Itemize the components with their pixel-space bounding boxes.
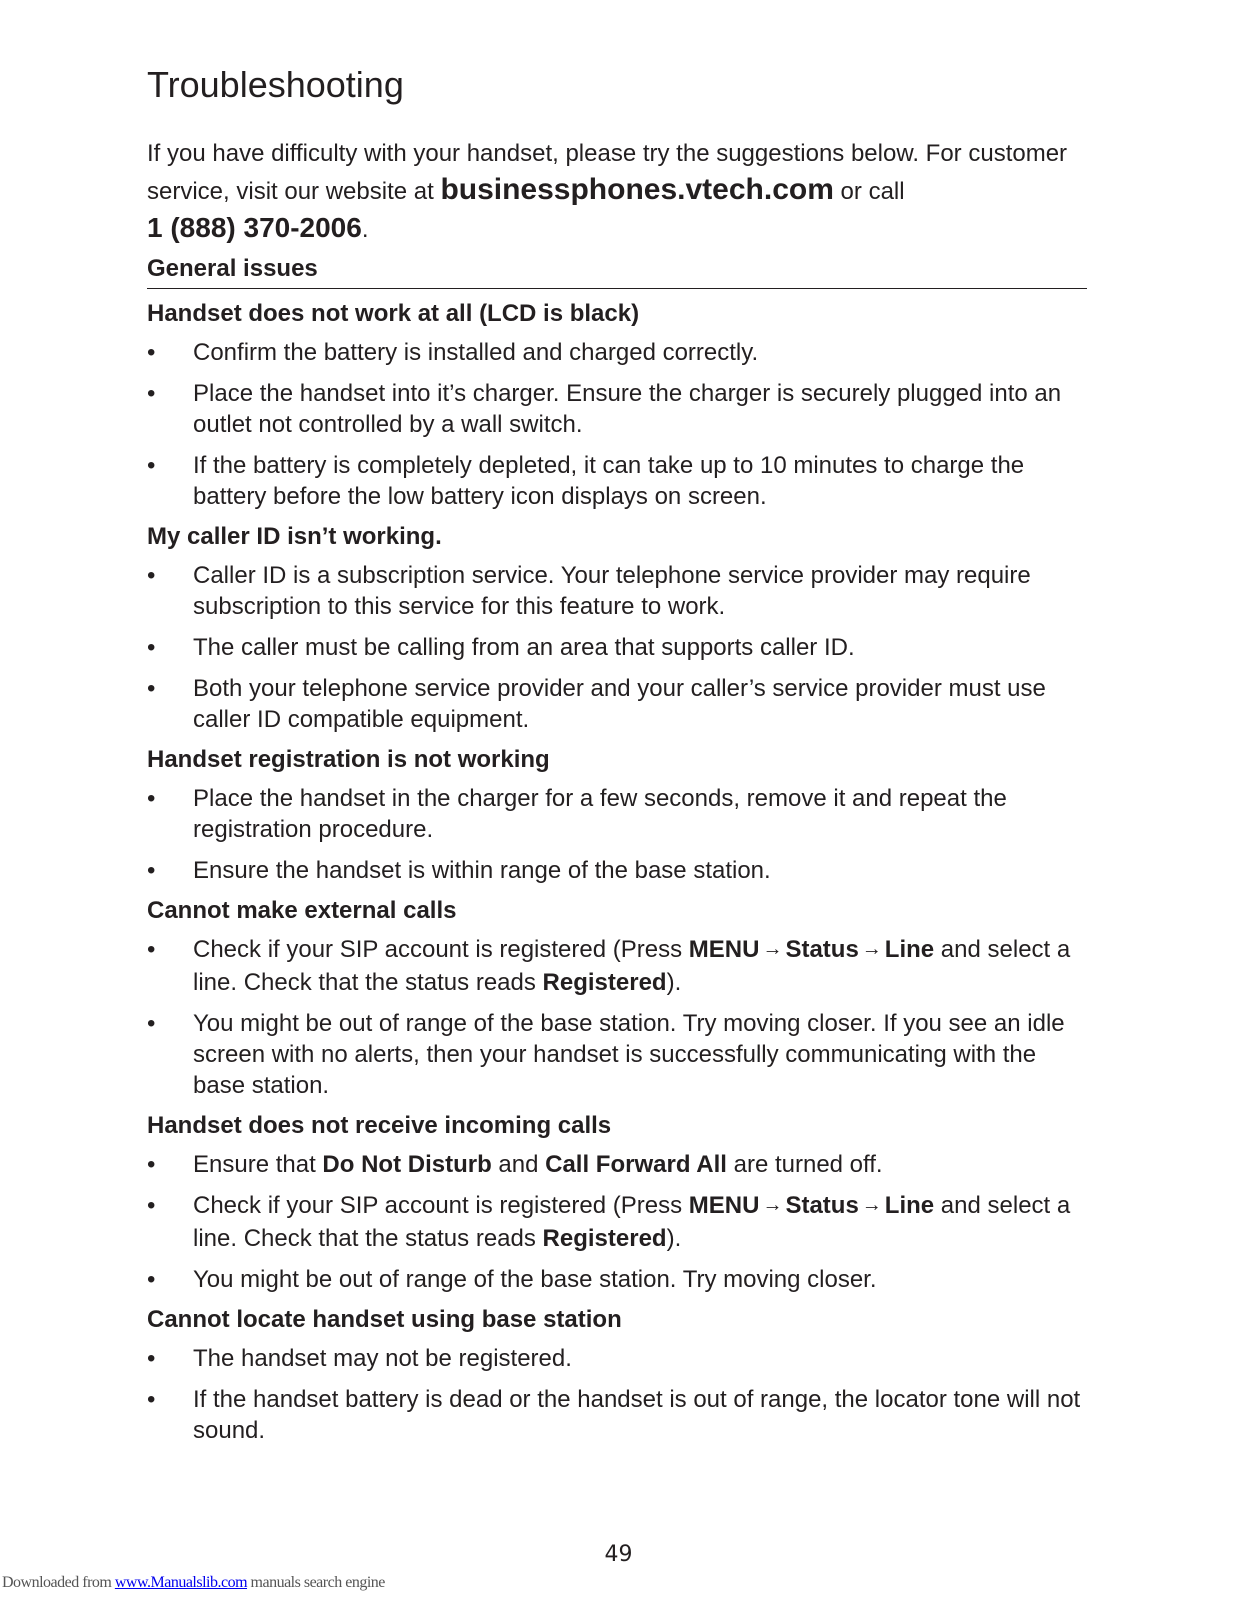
list-item-text: The handset may not be registered. — [193, 1344, 572, 1372]
list-item — [147, 1190, 1087, 1254]
list-item-text: Caller ID is a subscription service. Your telephone service provider may require subscription to this service for this feature to work. — [193, 561, 1031, 620]
list-item-text: The caller must be calling from an area that supports caller ID. — [193, 633, 855, 661]
line-keyword: Line — [884, 1191, 935, 1219]
list-item-text: Check if your SIP account is registered (Press — [193, 935, 689, 963]
subheading-locate-handset: Cannot locate handset using base station — [147, 1305, 622, 1333]
list-item — [147, 1149, 1087, 1180]
bullet-glyph: • — [147, 633, 156, 661]
list-item-text: Place the handset in the charger for a few seconds, remove it and repeat the registration procedure. — [193, 784, 1007, 843]
list-item-text: and — [491, 1150, 546, 1178]
list-item-text: are turned off. — [726, 1150, 883, 1178]
list-item-text: If the battery is completely depleted, it can take up to 10 minutes to charge the battery before the low battery icon displays on screen. — [193, 451, 1025, 510]
registered-keyword: Registered — [542, 968, 667, 996]
bullet-glyph: • — [147, 935, 156, 963]
list-item — [147, 378, 1087, 440]
list-item-text: Ensure the handset is within range of the base station. — [193, 856, 771, 884]
list-item — [147, 855, 1087, 886]
bullet-list — [147, 1343, 1087, 1446]
registered-keyword: Registered — [542, 1224, 667, 1252]
line-keyword: Line — [884, 935, 935, 963]
page-title: Troubleshooting — [147, 64, 404, 105]
list-item-text: Check if your SIP account is registered (Press — [193, 1191, 689, 1219]
subheading-incoming-calls: Handset does not receive incoming calls — [147, 1111, 612, 1139]
bullet-list — [147, 783, 1087, 886]
bullet-glyph: • — [147, 1150, 156, 1178]
list-item — [147, 560, 1087, 622]
phone-number: 1 (888) 370-2006 — [147, 211, 362, 243]
list-item — [147, 1008, 1087, 1101]
list-item — [147, 632, 1087, 663]
list-item — [147, 450, 1087, 512]
section-heading-general: General issues — [147, 254, 1087, 289]
list-item — [147, 783, 1087, 845]
bullet-glyph: • — [147, 784, 156, 812]
page-number: 49 — [604, 1542, 633, 1567]
page-content — [147, 62, 1087, 1446]
list-item-text: If the handset battery is dead or the handset is out of range, the locator tone will not sound. — [193, 1385, 1081, 1444]
bullet-glyph: • — [147, 451, 156, 479]
footer-prefix: Downloaded from — [2, 1574, 115, 1591]
list-item-text: Both your telephone service provider and your caller’s service provider must use caller ID compatible equipment. — [193, 674, 1046, 733]
list-item-text: You might be out of range of the base station. Try moving closer. — [193, 1265, 877, 1293]
status-keyword: Status — [785, 1191, 859, 1219]
list-item — [147, 1343, 1087, 1374]
bullet-list — [147, 934, 1087, 1101]
intro-text: If you have difficulty with your handset, please try the suggestions below. For customer service, visit our website at — [147, 139, 1068, 205]
status-keyword: Status — [785, 935, 859, 963]
bullet-list — [147, 1149, 1087, 1295]
bullet-glyph: • — [147, 1265, 156, 1293]
subheading-external-calls: Cannot make external calls — [147, 896, 457, 924]
intro-paragraph — [147, 136, 1087, 248]
bullet-list — [147, 337, 1087, 512]
list-item — [147, 1384, 1087, 1446]
bullet-glyph: • — [147, 1344, 156, 1372]
list-item-text: and select a line. Check that the status reads — [193, 935, 1071, 996]
list-item-text: and select a line. Check that the status reads — [193, 1191, 1071, 1252]
list-item — [147, 673, 1087, 735]
subheading-handset-not-working: Handset does not work at all (LCD is black) — [147, 299, 640, 327]
bullet-glyph: • — [147, 379, 156, 407]
cfa-keyword: Call Forward All — [545, 1150, 727, 1178]
menu-keyword: MENU — [688, 1191, 760, 1219]
list-item-text: You might be out of range of the base station. Try moving closer. If you see an idle screen with no alerts, then your handset is successfully communicating with the base station. — [193, 1009, 1065, 1099]
menu-keyword: MENU — [688, 935, 760, 963]
bullet-glyph: • — [147, 561, 156, 589]
intro-text-call: or call — [833, 177, 905, 205]
intro-period: . — [361, 215, 369, 243]
bullet-glyph: • — [147, 674, 156, 702]
bullet-glyph: • — [147, 1385, 156, 1413]
arrow-right-icon: → — [861, 937, 882, 960]
website-url: businessphones.vtech.com — [440, 172, 834, 206]
list-item — [147, 1264, 1087, 1295]
arrow-right-icon: → — [762, 937, 783, 960]
arrow-right-icon: → — [762, 1193, 783, 1216]
bullet-glyph: • — [147, 338, 156, 366]
list-item-text: Confirm the battery is installed and charged correctly. — [193, 338, 759, 366]
bullet-glyph: • — [147, 856, 156, 884]
bullet-glyph: • — [147, 1191, 156, 1219]
arrow-right-icon: → — [861, 1193, 882, 1216]
subheading-caller-id: My caller ID isn’t working. — [147, 522, 442, 550]
download-footer — [2, 1574, 385, 1592]
list-item — [147, 337, 1087, 368]
list-item-text: ). — [666, 1224, 682, 1252]
bullet-list — [147, 560, 1087, 735]
list-item-text: Place the handset into it’s charger. Ensure the charger is securely plugged into an outlet not controlled by a wall switch. — [193, 379, 1062, 438]
bullet-glyph: • — [147, 1009, 156, 1037]
footer-suffix: manuals search engine — [247, 1574, 385, 1591]
list-item — [147, 934, 1087, 998]
list-item-text: Ensure that — [193, 1150, 323, 1178]
dnd-keyword: Do Not Disturb — [322, 1150, 492, 1178]
list-item-text: ). — [666, 968, 682, 996]
manualslib-link[interactable]: www.Manualslib.com — [114, 1574, 248, 1591]
subheading-registration: Handset registration is not working — [147, 745, 550, 773]
